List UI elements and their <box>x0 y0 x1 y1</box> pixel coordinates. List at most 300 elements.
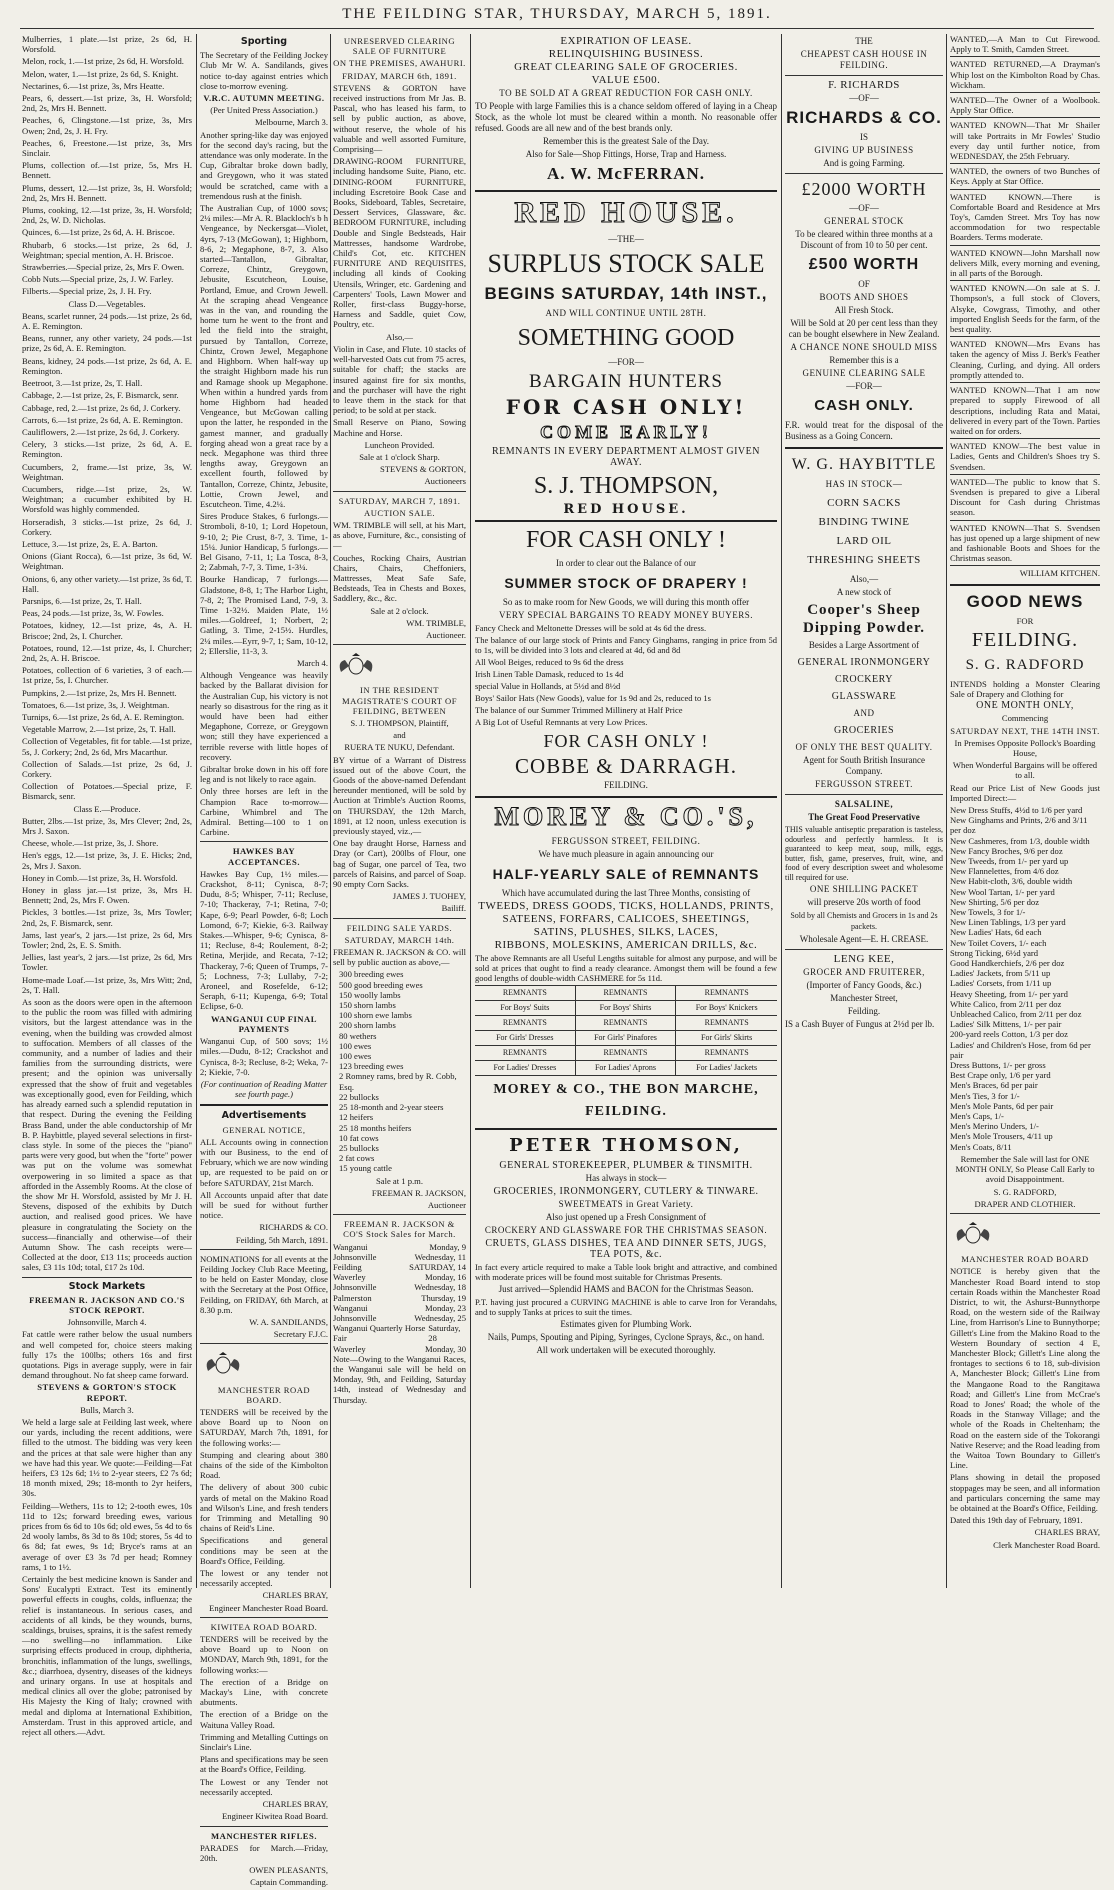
wanted-ad: WANTED KNOWN—That S. Svendsen has just opened up a large shipment of new and fashionable Boots and Shoes for the Christmas season. <box>950 522 1100 564</box>
show-entry: Tomatoes, 6.—1st prize, 3s, J. Weightman. <box>22 699 170 710</box>
estimates-line: Estimates given for Plumbing Work. <box>560 1319 692 1329</box>
wanted-ad: WANTED KNOWN—John Marshall now delivers Milk, every morning and evening, in all parts of the Borough. <box>950 247 1100 279</box>
accum-line: Which have accumulated during the last Three Months, consisting of <box>501 888 751 898</box>
price-item: White Calico, from 2/11 per doz <box>950 998 1062 1009</box>
price-item: Men's Ties, 3 for 1/- <box>950 1090 1020 1101</box>
royal-crest-icon <box>200 1351 246 1377</box>
show-entry: Potatoes, kidney, 12.—1st prize, 4s, A. H. Briscoe; 2nd, 2s, I. Churcher. <box>22 620 192 641</box>
royal-crest-icon <box>950 1221 996 1247</box>
mrb-signature: CHARLES BRAY, <box>262 1590 328 1601</box>
vrc-champion: Only three horses are left in the Champion Race to-morrow—Carbine, Whimbrel and The Admiral. Betting—100 to 1 on Carbine. <box>200 786 328 838</box>
schedule-row <box>333 1344 466 1354</box>
nails-line: Nails, Pumps, Spouting and Piping, Syringes, Cyclone Sprays, &c., on hand. <box>487 1332 765 1342</box>
ad-divider <box>950 189 1100 190</box>
general-notice-text: ALL Accounts owing in connection with our Business, to the end of February, which we are now winding up, are requested to be paid on or before SATURDAY, 21st March. <box>200 1136 328 1188</box>
court-title: Bailiff. <box>441 903 466 914</box>
mcferran-name: A. W. McFERRAN. <box>546 164 706 183</box>
f-richards-name: F. RICHARDS <box>828 79 900 91</box>
wanted-ad: WANTED RETURNED,—A Drayman's Whip lost on the Kimbolton Road by Chas. Wickham. <box>950 59 1100 90</box>
schedule-day: Thursday, 19 <box>421 1292 466 1303</box>
useful-text: The above Remnants are all Useful Lengths suitable for almost any purpose, and will be sold at prices that ought to find a ready clearance. Amongst them will be found a few good lengths of double-width CASHMERE for 5s 11d. <box>475 953 777 983</box>
mrb-text-2: Stumping and clearing about 380 chains of the side of the Kimbolton Road. <box>200 1449 328 1481</box>
price-item: Men's Mole Pants, 6d per pair <box>950 1100 1054 1111</box>
show-entry: Honey in Comb.—1st prize, 3s, H. Worsfold. <box>22 872 178 883</box>
price-item: Strong Ticking, 6½d yard <box>950 947 1039 958</box>
of-line: —OF— <box>849 93 879 103</box>
cash-only-line: CASH ONLY. <box>814 397 914 414</box>
remnant-cell: For Ladies' Jackets <box>676 1061 777 1076</box>
rifles-text: PARADES for March.—Friday, 20th. <box>200 1842 328 1863</box>
something-good-title: SOMETHING GOOD <box>517 325 735 351</box>
show-entry: Cheese, whole.—1st prize, 3s, J. Shore. <box>22 838 159 849</box>
remnant-cell: REMNANTS <box>576 986 677 1001</box>
auction-text: WM. TRIMBLE will sell, at his Mart, as above, Furniture, &c., consisting of— <box>333 519 466 551</box>
remnant-cell: REMNANTS <box>676 986 777 1001</box>
price-item: New Shirting, 5/6 per doz <box>950 896 1040 907</box>
fungus-line: IS a Cash Buyer of Fungus at 2½d per lb. <box>785 1019 935 1029</box>
wholesale-line: Wholesale Agent—E. H. CREASE. <box>799 934 929 944</box>
price-item: New Toilet Covers, 1/- each <box>950 937 1047 948</box>
groceries-line: GROCERIES <box>833 725 895 736</box>
binding-twine-line: BINDING TWINE <box>818 516 910 528</box>
ad-divider <box>950 520 1100 521</box>
wanted-ad: WANTED KNOWN.—There is Comfortable Board and Residence at Mrs Toy's, Camden Street. Mrs Toy has now accommodation for two respectable Boarders. Terms moderate. <box>950 191 1100 243</box>
schedule-day: Monday, 9 <box>429 1241 466 1252</box>
come-early-title: COME EARLY! <box>540 422 712 442</box>
ad-divider <box>950 163 1100 164</box>
wanganui-heading: WANGANUI CUP FINAL PAYMENTS <box>211 1013 317 1034</box>
court-signature: JAMES J. TUOHEY, <box>392 891 466 902</box>
schedule-row <box>333 1323 466 1343</box>
salsaline-name: SALSALINE, <box>834 799 894 809</box>
sporting-heading: Sporting <box>240 36 288 47</box>
price-item: New Fancy Broches, 9/6 per doz <box>950 845 1063 856</box>
mrb-text: TENDERS will be received by the above Board up to Noon on SATURDAY, March 7th, 1891, for the following works:— <box>200 1406 328 1448</box>
schedule-heading: FREEMAN R. JACKSON & CO'S Stock Sales for March. <box>343 1219 456 1240</box>
stock-item: 2 Romney rams, bred by R. Cobb, Esq. <box>339 1071 457 1092</box>
corn-sacks-line: CORN SACKS <box>827 497 901 509</box>
show-entry: Plums, collection of.—1st prize, 5s, Mrs H. Bennett. <box>22 160 192 181</box>
also-sale-line: Also for Sale—Shop Fittings, Horse, Trap and Harness. <box>525 149 727 159</box>
is-line: IS <box>859 132 868 142</box>
the-line: —THE— <box>608 234 644 244</box>
curving-text: P.T. having just procured a CURVING MACHINE is able to carve Iron for Verandahs, and to supply Tanks at prices to suit the times. <box>475 1297 777 1317</box>
boots-shoes-line: BOOTS AND SHOES <box>819 292 909 302</box>
peter-thomson-name: PETER THOMSON, <box>509 1135 743 1156</box>
general-notice-date: Feilding, 5th March, 1891. <box>235 1234 328 1245</box>
cruets-line: CRUETS, GLASS DISHES, TEA AND DINNER SETS, JUGS, TEA POTS, &c. <box>485 1238 767 1260</box>
cobbe-location: FEILDING. <box>604 780 648 790</box>
cash-only-title-3: FOR CASH ONLY ! <box>543 731 709 751</box>
thompson-name: S. J. THOMPSON, <box>533 473 719 499</box>
damask: Irish Linen Table Damask, reduced to 1s 4d <box>475 669 624 679</box>
show-entry: Horseradish, 3 sticks.—1st prize, 2s 6d, J. Corkery. <box>22 516 192 537</box>
sateens-line: SATEENS, FORFARS, CALICOES, SHEETINGS, <box>502 913 750 925</box>
wanted-ads <box>950 34 1100 566</box>
price-item: New Ginghams and Prints, 2/6 and 3/11 per doz <box>950 815 1088 836</box>
crockery-line: CROCKERY AND GLASSWARE FOR THE CHRISTMAS SEASON. <box>484 1225 768 1235</box>
remnant-cell: For Ladies' Dresses <box>475 1061 576 1076</box>
show-entry: Collection of Vegetables, fit for table.—1st prize, 5s, J. Corkery; 2nd, 2s 6d, Mrs Macarthur. <box>22 736 192 757</box>
cleared-line: To be cleared within three months at a Discount of from 10 to 50 per cent. <box>795 229 933 250</box>
cooper-dip-title: Cooper's Sheep Dipping Powder. <box>803 602 925 636</box>
remnant-cell: For Girls' Pinafores <box>576 1031 677 1046</box>
general-notice-signature: RICHARDS & CO. <box>259 1222 328 1233</box>
price-item: New Flannelettes, from 4/6 doz <box>950 866 1059 877</box>
schedule-day: Wednesday, 18 <box>414 1282 466 1293</box>
schedule-day: Saturday, 28 <box>428 1323 461 1344</box>
mrb-text-3: The delivery of about 300 cubic yards of metal on the Makino Road and Wilson's Line, and fresh tenders for Trimming and Metalling 90 chains of Reid's Line. <box>200 1482 328 1534</box>
schedule-place: Wanganui <box>333 1302 368 1313</box>
lard-oil-line: LARD OIL <box>836 535 892 547</box>
for-line: FOR <box>1016 615 1034 626</box>
has-always-line: Has always in stock— <box>585 1173 667 1183</box>
schedule-place: Johnsonville <box>333 1251 377 1262</box>
wanted-ad: WANTED KNOWN—That I am now prepared to supply Firewood of all descriptions, including Rata and Matai, delivered in every part of the Town. Parties waited on for orders. <box>950 385 1100 436</box>
freeman-report-text: Fat cattle were rather below the usual numbers and well competed for, choice steers making fully 17s the 100lbs; others 16s and first quotations. Pigs in average supply, were in fair demand throughout. No fat sheep came forward. <box>22 1329 192 1381</box>
vrc-dateline: Melbourne, March 3. <box>254 117 328 128</box>
show-entry: Turnips, 6.—1st prize, 2s 6d, A. E. Remington. <box>22 711 185 722</box>
nominations-signature: W. A. SANDILANDS, <box>249 1316 328 1327</box>
radford-title: DRAPER AND CLOTHIER. <box>974 1198 1076 1209</box>
show-entry: Quinces, 6.—1st prize, 2s 6d, A. H. Briscoe. <box>22 227 175 238</box>
masthead: THE FEILDING STAR, THURSDAY, MARCH 5, 1891. <box>342 6 772 22</box>
show-entry: Strawberries.—Special prize, 2s, Mrs F. Owen. <box>22 262 185 273</box>
cheapest-line: CHEAPEST CASH HOUSE IN FEILDING. <box>800 49 928 70</box>
the-line: THE <box>855 36 873 46</box>
commencing-line: Commencing <box>1001 713 1049 724</box>
price-item: Ladies' and Children's Hose, from 6d per pair <box>950 1039 1091 1060</box>
of-line-3: OF <box>858 279 870 289</box>
price-item: New Dress Stuffs, 4½d to 1/6 per yard <box>950 804 1083 815</box>
chance-line: A CHANCE NONE SHOULD MISS <box>790 342 938 352</box>
sale-yards-text: FREEMAN R. JACKSON & CO. will sell by public auction as above,— <box>333 947 466 968</box>
clearing-sale-items-2: Violin in Case, and Flute. 10 stacks of well-harvested Oats cut from 75 acres, suitable for chaff; the stacks are insured against fire for six months, and the purchaser will have the right to leave them in the stack for that period; to be sold at per stack. <box>333 343 466 416</box>
ad-divider <box>950 92 1100 93</box>
remnant-cell: For Girls' Dresses <box>475 1031 576 1046</box>
column-rule <box>196 34 197 1588</box>
schedule-row <box>333 1252 466 1262</box>
royal-crest-icon <box>333 652 379 678</box>
clearing-sale-items: DRAWING-ROOM FURNITURE, including handsome Suite, Piano, etc. DINING-ROOM FURNITURE, including Escretoire Book Case and Books, Sideboard, Tables, Secretaire, Dessert Services, Glassware, &c. BEDROOM FURNITURE, including Double and Single Bedsteads, Hair Mattresses, handsome Wardrobe, Child's Cot, etc. KITCHEN FURNITURE AND REQUISITES, including all kinds of Cooking Utensils, Wringer, etc. Gardening and Carpenters' Tools, Lawn Mower and Roller, first-class Buggy-horse, Harness and Saddle, quiet Cow, Poultry, etc. <box>333 156 466 330</box>
when-line: When Wonderful Bargains will be offered to all. <box>952 760 1098 781</box>
column-show-results <box>22 34 192 1739</box>
stock-item: 25 18-month and 2-year steers <box>339 1102 444 1113</box>
prints-ginghams: The balance of our large stock of Prints and Fancy Ginghams, ranging in price from 5d to 1s, will be divided into 3 lots and cleared at 4d, 6d and 8d <box>475 635 777 655</box>
price-item: Men's Coats, 8/11 <box>950 1141 1012 1152</box>
sale-yards-time: Sale at 1 p.m. <box>375 1175 424 1186</box>
auction-title: Auctioneer. <box>426 629 466 640</box>
show-entry: Beans, scarlet runner, 24 pods.—1st prize, 2s 6d, A. E. Remington. <box>22 310 192 332</box>
class-heading: Class D.—Vegetables. <box>68 298 146 309</box>
auction-heading: AUCTION SALE. <box>364 507 435 518</box>
remnant-cell: REMNANTS <box>475 986 576 1001</box>
worth-500: £500 WORTH <box>808 256 920 273</box>
show-entry: Pickles, 3 bottles.—1st prize, 3s, Mrs Towler; 2nd, 2s, F. Bismarck, senr. <box>22 907 192 928</box>
schedule-day: Wednesday, 25 <box>414 1312 466 1323</box>
show-entry: Jams, last year's, 2 jars.—1st prize, 2s 6d, Mrs Towler; 2nd, 2s, E. S. Smith. <box>22 929 192 951</box>
show-entry: Vegetable Marrow, 2.—1st prize, 2s, T. Hall. <box>22 724 176 735</box>
vrc-assoc: (Per United Press Association.) <box>210 105 318 116</box>
schedule-row <box>333 1313 466 1323</box>
saturday-line: SATURDAY NEXT, THE 14TH INST. <box>950 725 1100 736</box>
surplus-stock-title: SURPLUS STOCK SALE <box>487 249 765 278</box>
show-entry: Jellies, last year's, 2 jars.—1st prize, 2s 6d, Mrs Towler. <box>22 952 192 973</box>
fergusson-line: FERGUSSON STREET. <box>815 779 913 789</box>
ad-divider <box>950 56 1100 57</box>
haybittle-name: W. G. HAYBITTLE <box>791 456 937 473</box>
one-month-line: ONE MONTH ONLY, <box>976 700 1074 712</box>
price-item: New Linen Tablings, 1/3 per yard <box>950 917 1066 928</box>
cobbe-darragh-name: COBBE & DARRAGH. <box>515 754 737 778</box>
ad-divider <box>950 280 1100 281</box>
ad-divider <box>950 336 1100 337</box>
show-entry: Butter, 2lbs.—1st prize, 3s, Mrs Clever; 2nd, 2s, Mrs J. Saxon. <box>22 815 192 837</box>
rifles-signature: OWEN PLEASANTS, <box>249 1865 328 1876</box>
kiwitea-title: Engineer Kiwitea Road Board. <box>222 1811 328 1822</box>
morey-address: FERGUSSON STREET, FEILDING. <box>551 836 701 846</box>
stock-item: 150 woolly lambs <box>339 989 401 1000</box>
feilding-title: FEILDING. <box>971 628 1079 651</box>
groceries-line: GROCERIES, IRONMONGERY, CUTLERY & TINWARE. <box>493 1186 759 1197</box>
ribbons-line: RIBBONS, MOLESKINS, AMERICAN DRILLS, &c. <box>494 939 758 951</box>
price-item: New Ladies' Hats, 6d each <box>950 927 1042 938</box>
remnant-cell: For Boys' Knickers <box>676 1001 777 1016</box>
beiges: All Wool Beiges, reduced to 9s 6d the dress <box>475 657 624 667</box>
kiwitea-text-3: The erection of a Bridge on the Waituna Valley Road. <box>200 1709 328 1730</box>
kiwitea-heading: KIWITEA ROAD BOARD. <box>210 1621 318 1632</box>
court-and: and <box>393 730 406 741</box>
show-entry: Potatoes, collection of 6 varieties, 3 of each.—1st prize, 5s, I. Churcher. <box>22 665 192 686</box>
manchester-street-line: Manchester Street, <box>830 993 898 1003</box>
fresh-stock-line: All Fresh Stock. <box>834 305 894 315</box>
remember-text: Remember the Sale will last for ONE MONTH ONLY, So Please Call Early to avoid Disappointment. <box>955 1153 1095 1185</box>
remnant-cell: REMNANTS <box>576 1046 677 1061</box>
show-entry: Mulberries, 1 plate.—1st prize, 2s 6d, H. Worsfold. <box>22 34 192 55</box>
check-dresses: Fancy Check and Meltonette Dresses will be sold at 4s 6d the dress. <box>475 623 707 633</box>
wanganui-text: Wanganui Cup, of 500 sovs; 1½ miles.—Dudu, 8-12; Crackshot and Cynisca, 8-3; Recluse, 8-2; Weka, 7-2; Kiekie, 7-0. <box>200 1036 328 1077</box>
chemists-line: Sold by all Chemists and Grocers in 1s and 2s packets. <box>790 911 938 931</box>
ad-divider <box>950 474 1100 475</box>
court-plaintiff: S. J. THOMPSON, Plaintiff, <box>350 717 449 728</box>
half-yearly-title: HALF-YEARLY SALE of REMNANTS <box>492 866 760 882</box>
stock-item: 12 heifers <box>339 1112 374 1123</box>
show-entry: Beans, runner, any other variety, 24 pods.—1st prize, 2s 6d, A. E. Remington. <box>22 333 192 354</box>
genuine-line: GENUINE CLEARING SALE <box>802 368 926 378</box>
remnant-cell: For Girls' Skirts <box>676 1031 777 1046</box>
court-defendant: RUERA TE NUKU, Defendant. <box>344 742 455 753</box>
importer-line: (Importer of Fancy Goods, &c.) <box>806 980 922 990</box>
vrc-dateline-2: March 4. <box>296 657 328 668</box>
schedule-place: Wanganui <box>333 1241 368 1252</box>
kiwitea-text-4: Trimming and Metalling Cuttings on Sinclair's Line. <box>200 1731 328 1753</box>
hollands: special Value in Hollands, at 5½d and 8½d <box>475 681 621 691</box>
price-item: New Wool Tartan, 1/- per yard <box>950 886 1055 897</box>
show-entry: Celery, 3 sticks.—1st prize, 2s 6d, A. E. Remington. <box>22 439 192 460</box>
ironmongery-line: GENERAL IRONMONGERY <box>797 657 931 668</box>
sweetmeats-line: SWEETMEATS in Great Variety. <box>558 1199 694 1209</box>
show-entry: Collection of Potatoes.—Special prize, F. Bismarck, senr. <box>22 781 192 802</box>
wanted-ad: WANTED—The public to know that S. Svendsen is prepared to give a Liberal Discount for Cash during Christmas season. <box>950 476 1100 518</box>
class-heading: Class E.—Produce. <box>73 803 141 814</box>
remember-line: Remember this is a <box>829 355 899 365</box>
relinquish-heading: RELINQUISHING BUSINESS. <box>548 48 704 60</box>
stock-item: 2 fat cows <box>339 1153 375 1164</box>
remnant-cell: For Ladies' Aprons <box>576 1061 677 1076</box>
schedule-row <box>333 1242 466 1252</box>
show-entry: Carrots, 6.—1st prize, 2s 6d, A. E. Remington. <box>22 414 183 425</box>
new-stock-line: A new stock of <box>836 587 892 597</box>
value-heading: VALUE £500. <box>591 74 661 86</box>
freeman-report-heading: FREEMAN R. JACKSON AND CO.'S STOCK REPORT. <box>29 1294 185 1315</box>
kitchen-signature: WILLIAM KITCHEN. <box>1019 568 1100 579</box>
of-line-2: —OF— <box>849 203 879 213</box>
show-entry: Cabbage, 2.—1st prize, 2s, F. Bismarck, senr. <box>22 390 179 401</box>
stevens-report-heading: STEVENS & GORTON'S STOCK REPORT. <box>37 1382 177 1403</box>
millinery: The balance of our Summer Trimmed Millinery at Half Price <box>475 705 683 715</box>
stock-item: 80 wethers <box>339 1030 377 1041</box>
remnants-grid <box>475 985 777 1076</box>
mrb-notice-heading: MANCHESTER ROAD BOARD <box>961 1254 1089 1265</box>
general-notice-text-2: All Accounts unpaid after that date will be sued for without further notice. <box>200 1189 328 1221</box>
show-entry: Cucumbers, ridge.—1st prize, 2s, W. Weightman; a cucumber exhibited by H. Worsfold was highly commended. <box>22 483 192 515</box>
schedule-place: Palmerston <box>333 1292 372 1303</box>
fact-text: In fact every article required to make a Table look bright and attractive, and combined with moderate prices will be found most suitable for Christmas Presents. <box>475 1262 777 1282</box>
one-shilling-line: ONE SHILLING PACKET <box>809 884 919 894</box>
vrc-gibraltar: Gibraltar broke down in his off fore leg and is not likely to race again. <box>200 764 328 785</box>
storekeeper-line: GENERAL STOREKEEPER, PLUMBER & TINSMITH. <box>499 1160 753 1171</box>
show-entry: Filberts.—Special prize, 2s, J. H. Fry. <box>22 286 152 297</box>
price-list <box>950 805 1100 1152</box>
show-entry: Beetroot, 3.—1st prize, 2s, T. Hall. <box>22 378 143 389</box>
stock-item: 300 breeding ewes <box>339 969 404 980</box>
preserve-line: will preserve 20s worth of food <box>807 897 921 907</box>
show-entry: Cabbage, red, 2.—1st prize, 2s 6d, J. Corkery. <box>22 402 181 413</box>
stock-item: 200 shorn lambs <box>339 1020 396 1031</box>
price-item: Men's Braces, 6d per pair <box>950 1080 1038 1091</box>
show-entry: Peaches, 6, Clingstone.—1st prize, 3s, Mrs Owen; 2nd, 2s, J. H. Fry. <box>22 115 192 136</box>
cash-only-title: FOR CASH ONLY! <box>505 395 747 419</box>
stock-item: 500 good breeding ewes <box>339 979 423 990</box>
remnants-line: REMNANTS IN EVERY DEPARTMENT ALMOST GIVEN AWAY. <box>492 446 760 468</box>
price-item: Unbleached Calico, from 2/11 per doz <box>950 1009 1082 1020</box>
nominations-title: Secretary F.J.C. <box>273 1329 328 1340</box>
schedule-day: SATURDAY, 14 <box>409 1261 466 1272</box>
stock-markets-heading: Stock Markets <box>68 1280 146 1292</box>
remnant-cell: REMNANTS <box>475 1046 576 1061</box>
room-line: So as to make room for New Goods, we will during this month offer <box>502 597 750 607</box>
clearing-sale-time: Sale at 1 o'clock Sharp. <box>359 451 440 462</box>
consignment-line: Also just opened up a Fresh Consignment of <box>545 1212 707 1222</box>
summer-stock-title: SUMMER STOCK OF DRAPERY ! <box>504 575 748 591</box>
clearing-sale-lunch: Luncheon Provided. <box>364 439 435 450</box>
wanted-ad: WANTED—The Owner of a Woolbook. Apply Star Office. <box>950 95 1100 116</box>
morey-announce: We have much pleasure in again announcing our <box>538 849 714 859</box>
schedule-place: Waverley <box>333 1272 366 1283</box>
stock-item: 150 shorn lambs <box>339 1000 396 1011</box>
cash-only-title-2: FOR CASH ONLY ! <box>525 527 727 553</box>
wanted-ad: WANTED,—A Man to Cut Firewood. Apply to T. Smith, Camden Street. <box>950 34 1100 55</box>
show-entry: Nectarines, 6.—1st prize, 3s, Mrs Heatte. <box>22 80 165 91</box>
remnant-cell: For Boys' Shirts <box>576 1001 677 1016</box>
show-entry: Parsnips, 6.—1st prize, 2s, T. Hall. <box>22 595 142 606</box>
red-house-subtitle: RED HOUSE. <box>563 502 689 517</box>
ad-divider <box>950 438 1100 439</box>
ad-divider <box>950 117 1100 118</box>
kiwitea-text-5: Plans and specifications may be seen at the Board's Office, Feilding. <box>200 1754 328 1775</box>
show-entry: Pumpkins, 2.—1st prize, 2s, Mrs H. Bennett. <box>22 687 177 698</box>
column-rule <box>330 34 331 1588</box>
sporting-intro: The Secretary of the Feilding Jockey Club Mr W. A. Sandilands, gives notice to-day against entries which close to-morrow evening. <box>200 50 328 91</box>
kiwitea-text-6: The Lowest or any Tender not necessarily accepted. <box>200 1776 328 1797</box>
remember-line: Remember this is the greatest Sale of the Day. <box>542 136 710 146</box>
show-entry: Honey in glass jar.—1st prize, 3s, Mrs H. Bennett; 2nd, 2s, Mrs F. Owen. <box>22 885 192 906</box>
stock-item: 22 bullocks <box>339 1091 379 1102</box>
remnant-cell: REMNANTS <box>576 1016 677 1031</box>
vrc-vengeance: Although Vengeance was heavily backed by the Ballarat division for the Australian Cup, his victory is not nearly so disastrous for the ring as it would have been had either Megaphone, Correze, or Greygown won; still they have experienced a terrible reverse with little hopes of recovery. <box>200 670 328 762</box>
price-item: New Habit-cloth, 3/6, double width <box>950 876 1073 887</box>
auction-items: Couches, Rocking Chairs, Austrian Chairs, Chairs, Cheffoniers, Mattresses, Meat Safe Safe, Bedsteads, Tea in Chests and Boxes, Saddlery, &c., &c. <box>333 552 466 604</box>
price-item: Men's Mole Trousers, 4/11 up <box>950 1131 1053 1142</box>
stock-item: 100 ewes <box>339 1051 372 1062</box>
hams-line: Just arrived—Splendid HAMS and BACON for the Christmas Season. <box>498 1284 754 1294</box>
show-entry: Onions (Giant Rocca), 6.—1st prize, 3s 6d, W. Weightman. <box>22 551 192 572</box>
stevens-report-text: We held a large sale at Feilding last week, where our yards, including the recent additions, were filled to the utmost. The bidding was very keen and the prices at that sale were higher than any we have had this year. We quote:—Feilding—Fat heifers, £3 12s 6d; 1½ to 2-year steers, £2 7s 6d; 18 month mixed, 29s; 18-month to 2yr heifers, 30s. <box>22 1416 192 1499</box>
bon-marche-line: MOREY & CO., THE BON MARCHE, FEILDING. <box>493 1082 759 1119</box>
advertisements-heading: Advertisements <box>221 1110 307 1122</box>
radford-signature: S. G. RADFORD, <box>993 1186 1057 1197</box>
schedule-row <box>333 1262 466 1272</box>
show-entry: Rhubarb, 6 stocks.—1st prize, 2s 6d, J. Weightman; special mention, A. H. Briscoe. <box>22 239 192 260</box>
begins-line: BEGINS SATURDAY, 14th INST., <box>484 284 768 303</box>
clearing-sale-intro: STEVENS & GORTON have received instructions from Mr Jas. B. Pascal, who has leased his farm, to sell by public auction, as above, without reserve, the whole of his valuable and well assorted Furniture, Comprising— <box>333 82 466 155</box>
mrb-notice-date: Dated this 19th day of February, 1891. <box>950 1515 1083 1526</box>
nominations-text: NOMINATIONS for all events at the Feilding Jockey Club Race Meeting, to be held on Easter Monday, close with the Secretary at the Post Office, Feilding, on FRIDAY, 6th March, at 8.30 p.m. <box>200 1253 328 1315</box>
show-entry: Home-made Loaf.—1st prize, 3s, Mrs Witt; 2nd, 2s, T. Hall. <box>22 974 192 995</box>
court-items: One bay draught Horse, Harness and Dray (or Cart), 200lbs of Flour, one bag of Sugar, one parcel of Tea, two parcels of Raisins, and parcel of Soap. 90 empty Corn Sacks. <box>333 838 466 890</box>
for-line: —FOR— <box>846 381 882 391</box>
great-sale-heading: GREAT CLEARING SALE OF GROCERIES. <box>514 61 738 73</box>
remnant-cell: REMNANTS <box>475 1016 576 1031</box>
tweeds-line: TWEEDS, DRESS GOODS, TICKS, HOLLANDS, PRINTS, <box>478 900 774 912</box>
order-line: In order to clear out the Balance of our <box>556 558 696 568</box>
giving-up-line: GIVING UP BUSINESS <box>814 145 914 155</box>
wanted-ad: WANTED KNOWN—Mrs Evans has taken the agency of Miss J. Berk's Feather Cleaning, Curling, and dying. All orders promptly attended to. <box>950 339 1100 380</box>
wanted-ad: WANTED KNOW—The best value in Ladies, Gents and Children's Shoes try S. Svendsen. <box>950 441 1100 472</box>
mrb-notice-text-2: Plans showing in detail the proposed stoppages may be seen, and all information and particulars concerning the same may be obtained at the Board's Office, Feilding. <box>950 1472 1100 1513</box>
show-entry: Cucumbers, 2, frame.—1st prize, 3s, W. Weightman. <box>22 461 192 482</box>
special-line: VERY SPECIAL BARGAINS TO READY MONEY BUYERS. <box>498 610 754 620</box>
going-concern-text: F.R. would treat for the disposal of the Business as a Going Concern. <box>785 420 943 441</box>
schedule-place: Wanganui Quarterly Horse Fair <box>333 1323 426 1344</box>
richards-co-name: RICHARDS & CO. <box>786 108 942 127</box>
column-richards <box>785 34 943 1032</box>
schedule-place: Feilding <box>333 1261 362 1272</box>
vrc-australian-cup: The Australian Cup, of 1000 sovs; 2¼ miles:—Mr A. R. Blackloch's b h Vengeance, by Neckersgat—Violet, 4yrs, 7-13 (McGowan), 1; Highborn, 8-6, 2; Megaphone, 8-7, 3. Also started—Tantallon, Gibraltar, Correze, Chintz, Greygown, Jebusite, Escutcheon, Louise, Portland, Emue, and Crown Jewell. At the scraping ahead Vengeance was in the van, and rounding the home turn he went to the front and led the field into the straight, pursued by Tantallon, Correze, Chintz, Crown Jewel, Megaphone and Highborn. When half-way up the straight Highborn made his run and Ramage shook up Megaphone. When within a hundred yards from home Highborn had headed Vengeance, but McGowan calling upon the latter, he responded in the gamest manner, and gradually forging ahead won a great race by a neck. Megaphone was third three lengths away, Greygown an excellent fourth, followed by Tantallon, Correze, Chintz, Jebusite, Lottie, Crown Jewel, and Escutcheon. Time, 4.2¼. <box>200 203 328 509</box>
wanted-ad: WANTED KNOWN.—On sale at S. J. Thompson's, a full stock of Clovers, Alsyke, Cowgrass, Timothy, and other imported English Seeds for the farm, of the best quality. <box>950 283 1100 335</box>
expiry-heading: EXPIRATION OF LEASE. <box>560 35 692 47</box>
worth-2000: £2000 WORTH <box>801 179 927 199</box>
for-line: —FOR— <box>608 357 644 367</box>
vrc-heading: V.R.C. AUTUMN MEETING. <box>203 93 325 104</box>
show-entry: Pears, 6, dessert.—1st prize, 3s, H. Worsfold; 2nd, 2s, Mrs H. Bennett. <box>22 93 192 114</box>
morey-title: MOREY & CO.'S, <box>494 802 758 831</box>
ad-divider <box>950 565 1100 566</box>
stock-item: 100 ewes <box>339 1040 372 1051</box>
premises-line: In Premises Opposite Pollock's Boarding House, <box>954 737 1096 758</box>
salsaline-text: THIS valuable antiseptic preparation is tasteless, odourless and perfectly harmless. It is guaranteed to keep meat, soup, milk, eggs, butter, fish, game, preserves, fruit, wine, and food of every description sweet and wholesome till required for use. <box>785 825 943 882</box>
show-entry: Beans, kidney, 24 pods.—1st prize, 2s 6d, A. E. Remington. <box>22 355 192 376</box>
